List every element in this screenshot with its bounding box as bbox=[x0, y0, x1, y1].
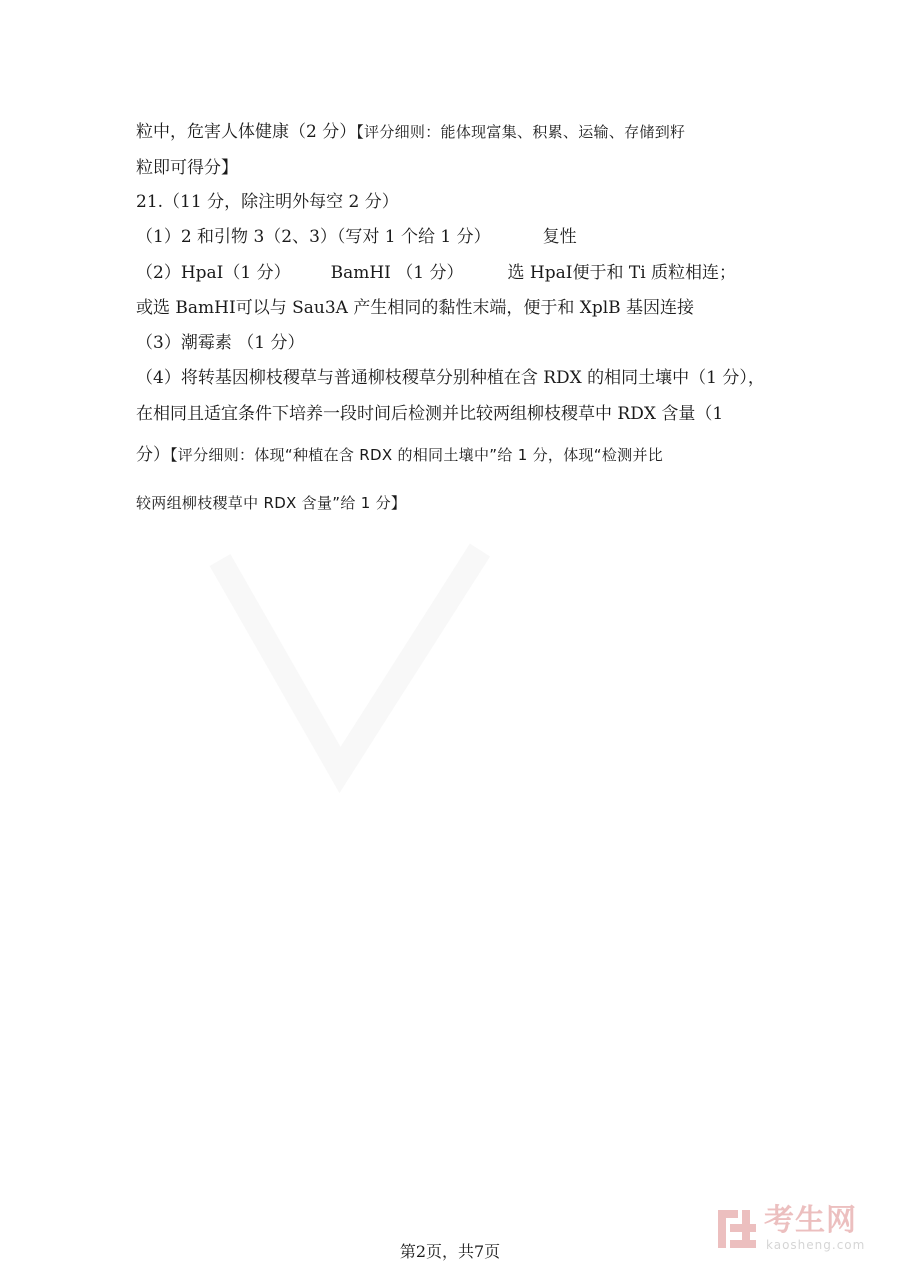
answer-line-part-4-note-cont bbox=[136, 492, 406, 514]
grading-note: 【评分细则：能体现富集、积累、运输、存储到籽 bbox=[356, 123, 686, 141]
question-header-text: 21.（11 分，除注明外每空 2 分） bbox=[136, 192, 399, 212]
answer-text: （2）HpaⅠ（1 分） bbox=[136, 263, 291, 283]
answer-text: 粒即可得分】 bbox=[136, 158, 238, 178]
answer-line-part-2-cont bbox=[136, 297, 694, 319]
answer-text: 粒中，危害人体健康（2 分） bbox=[136, 122, 357, 142]
answer-line-part-1 bbox=[136, 226, 577, 248]
kaosheng-logo-icon bbox=[716, 1206, 758, 1252]
answer-text: （3）潮霉素 （1 分） bbox=[136, 333, 305, 353]
answer-text: 分） bbox=[136, 445, 170, 465]
kaosheng-watermark-logo bbox=[716, 1204, 886, 1256]
answer-line-2 bbox=[136, 157, 238, 179]
answer-text: 或选 BamHⅠ可以与 Sau3A 产生相同的黏性末端，便于和 XplB 基因连接 bbox=[136, 298, 695, 318]
page-number-text: 第2页，共7页 bbox=[399, 1242, 501, 1261]
watermark-url: kaosheng.com bbox=[766, 1238, 866, 1252]
answer-text: BamHⅠ （1 分） bbox=[330, 263, 464, 283]
faint-center-watermark bbox=[200, 520, 500, 820]
answer-line-part-4-note bbox=[136, 444, 663, 466]
answer-text: 复性 bbox=[542, 227, 577, 247]
answer-text: 在相同且适宜条件下培养一段时间后检测并比较两组柳枝稷草中 RDX 含量（1 bbox=[136, 404, 724, 424]
grading-note: 【评分细则：体现“种植在含 RDX 的相同土壤中”给 1 分，体现“检测并比 bbox=[170, 446, 664, 464]
answer-line-part-4 bbox=[136, 367, 765, 389]
answer-line-part-2 bbox=[136, 262, 736, 284]
watermark-brand: 考生网 bbox=[764, 1203, 857, 1238]
question-21-header bbox=[136, 191, 399, 213]
answer-line-part-3 bbox=[136, 332, 304, 354]
answer-text: 选 HpaⅠ便于和 Ti 质粒相连； bbox=[507, 263, 737, 283]
answer-text: （1）2 和引物 3（2、3）（写对 1 个给 1 分） bbox=[136, 227, 491, 247]
answer-line-1 bbox=[136, 121, 685, 143]
answer-line-part-4-cont bbox=[136, 403, 723, 425]
grading-note: 较两组柳枝稷草中 RDX 含量”给 1 分】 bbox=[136, 494, 407, 512]
answer-text: （4）将转基因柳枝稷草与普通柳枝稷草分别种植在含 RDX 的相同土壤中（1 分）， bbox=[136, 368, 765, 388]
